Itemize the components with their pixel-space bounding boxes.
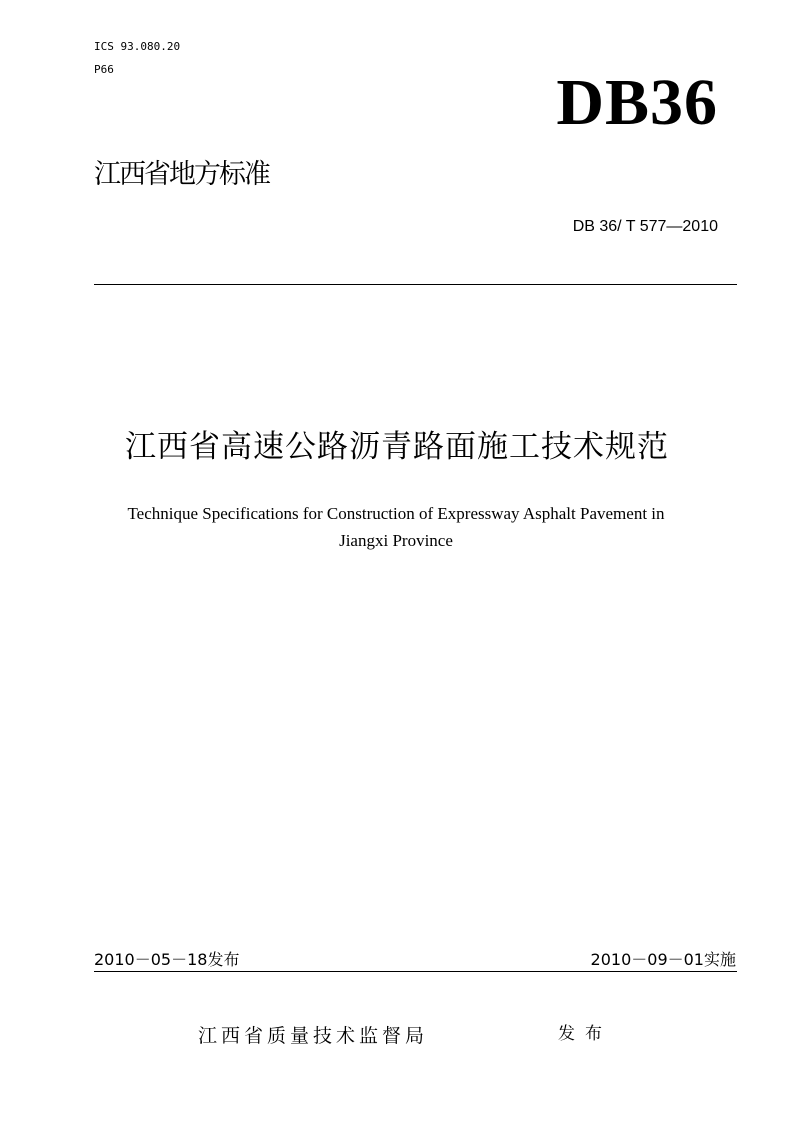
bottom-divider xyxy=(94,971,737,972)
implementation-date: 2010－09－01实施 xyxy=(590,950,736,969)
issue-action: 发布 xyxy=(558,1024,612,1044)
title-english-line2: Jiangxi Province xyxy=(339,531,453,550)
classification-code: P66 xyxy=(94,63,114,76)
title-english xyxy=(90,500,702,554)
standard-number: DB 36/ T 577—2010 xyxy=(572,218,718,235)
top-divider xyxy=(94,284,737,285)
title-chinese: 江西省高速公路沥青路面施工技术规范 xyxy=(125,429,669,465)
issue-date: 2010－05－18发布 xyxy=(94,950,240,969)
ics-code: ICS 93.080.20 xyxy=(94,40,181,53)
issuing-authority: 江西省质量技术监督局 xyxy=(198,1025,429,1047)
title-english-line1: Technique Specifications for Construction of Expressway Asphalt Pavement in xyxy=(127,504,665,523)
standard-logo: DB36 xyxy=(556,66,718,139)
standard-type: 江西省地方标准 xyxy=(94,159,269,190)
